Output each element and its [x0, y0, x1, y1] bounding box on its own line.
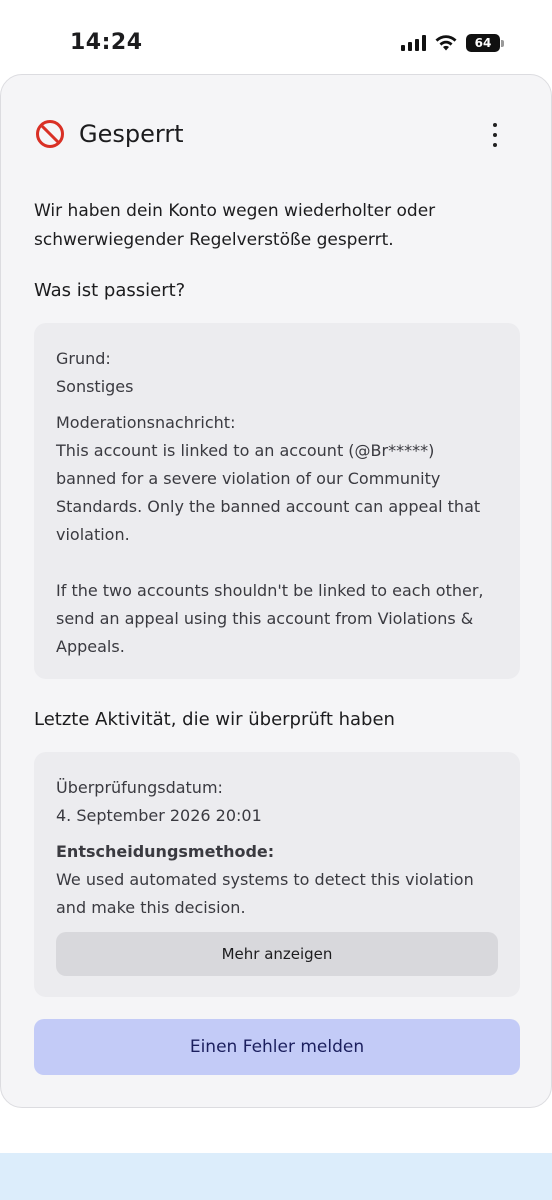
- report-error-button[interactable]: Einen Fehler melden: [34, 1019, 520, 1075]
- show-more-button[interactable]: Mehr anzeigen: [56, 932, 498, 976]
- what-happened-title: Was ist passiert?: [34, 280, 186, 301]
- reason-value: Sonstiges: [56, 377, 134, 396]
- header: [35, 119, 184, 149]
- wifi-icon: [434, 34, 458, 52]
- page-title: Gesperrt: [79, 120, 184, 148]
- status-icons: [401, 34, 504, 52]
- reason-label: Grund:: [56, 349, 111, 368]
- ban-icon: [35, 119, 65, 149]
- intro-text: Wir haben dein Konto wegen wiederholter oder schwerwiegender Regelverstöße gesperrt.: [34, 201, 436, 250]
- decision-method-label: Entscheidungsmethode:: [56, 842, 275, 861]
- battery-icon: [466, 34, 504, 52]
- activity-title: Letzte Aktivität, die wir überprüft haben: [34, 709, 395, 730]
- reason-box: [34, 323, 520, 679]
- review-date-value: 4. September 2026 20:01: [56, 806, 262, 825]
- message-label: Moderationsnachricht:: [56, 413, 236, 432]
- signal-icon: [401, 35, 426, 51]
- status-bar: [0, 0, 552, 74]
- message-paragraph-1: This account is linked to an account (@Br*****) banned for a severe violation of our Community Standards. Only the banned account can appeal that violation.: [56, 441, 481, 544]
- suspension-card: [0, 74, 552, 1108]
- bottom-strip: [0, 1153, 552, 1200]
- battery-level: 64: [466, 34, 500, 52]
- activity-box: [34, 752, 520, 997]
- decision-method-value: We used automated systems to detect this violation and make this decision.: [56, 870, 474, 917]
- review-date-label: Überprüfungsdatum:: [56, 778, 223, 797]
- status-time: 14:24: [70, 30, 143, 55]
- more-options-icon[interactable]: [491, 123, 499, 147]
- message-paragraph-2: If the two accounts shouldn't be linked to each other, send an appeal using this account from Violations & Appeals.: [56, 581, 484, 656]
